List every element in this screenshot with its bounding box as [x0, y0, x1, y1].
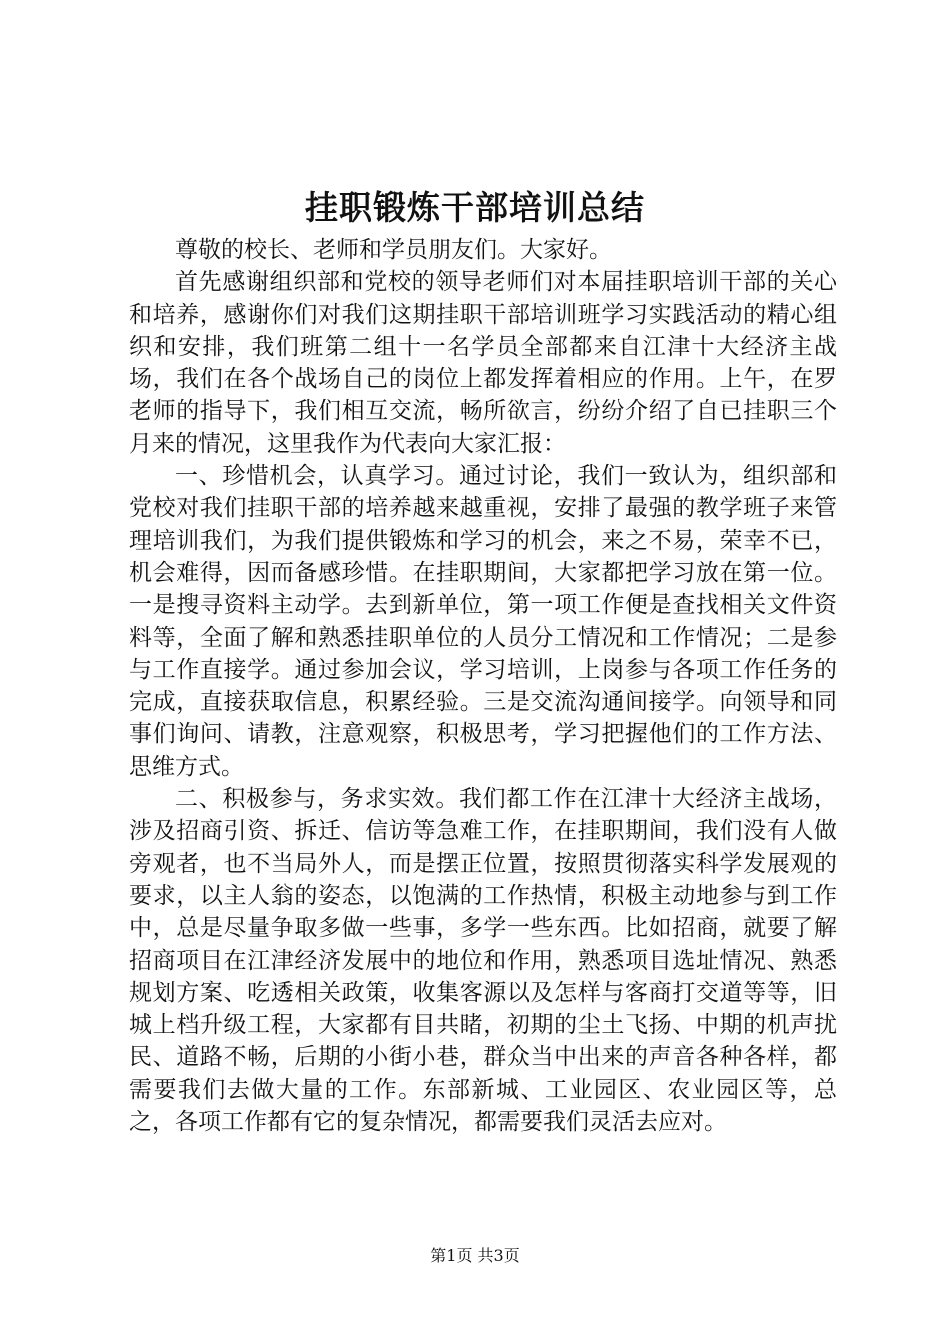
document-title: 挂职锻炼干部培训总结: [305, 188, 645, 227]
paragraph-greeting: 尊敬的校长、老师和学员朋友们。大家好。: [175, 237, 612, 263]
document-body: [129, 234, 837, 1138]
paragraph-section-one: 一、珍惜机会，认真学习。通过讨论，我们一致认为，组织部和党校对我们挂职干部的培养越来越重视，安排了最强的教学班子来管理培训我们，为我们提供锻炼和学习的机会，来之不易，荣幸不已，机会难得，因而备感珍惜。在挂职期间，大家都把学习放在第一位。一是搜寻资料主动学。去到新单位，第一项工作便是查找相关文件资料等，全面了解和熟悉挂职单位的人员分工情况和工作情况；二是参与工作直接学。通过参加会议，学习培训，上岗参与各项工作任务的完成，直接获取信息，积累经验。三是交流沟通间接学。向领导和同事们询问、请教，注意观察，积极思考，学习把握他们的工作方法、思维方式。: [129, 463, 837, 780]
page-number-footer: 第1页 共3页: [430, 1246, 520, 1265]
paragraph-intro: 首先感谢组织部和党校的领导老师们对本届挂职培训干部的关心和培养，感谢你们对我们这期挂职干部培训班学习实践活动的精心组织和安排，我们班第二组十一名学员全部都来自江津十大经济主战场，我们在各个战场自己的岗位上都发挥着相应的作用。上午，在罗老师的指导下，我们相互交流，畅所欲言，纷纷介绍了自已挂职三个月来的情况，这里我作为代表向大家汇报：: [129, 269, 837, 457]
paragraph-section-two: 二、积极参与，务求实效。我们都工作在江津十大经济主战场，涉及招商引资、拆迁、信访等急难工作，在挂职期间，我们没有人做旁观者，也不当局外人，而是摆正位置，按照贯彻落实科学发展观的要求，以主人翁的姿态，以饱满的工作热情，积极主动地参与到工作中，总是尽量争取多做一些事，多学一些东西。比如招商，就要了解招商项目在江津经济发展中的地位和作用，熟悉项目选址情况、熟悉规划方案、吃透相关政策，收集客源以及怎样与客商打交道等等，旧城上档升级工程，大家都有目共睹，初期的尘土飞扬、中期的机声扰民、道路不畅，后期的小街小巷，群众当中出来的声音各种各样，都需要我们去做大量的工作。东部新城、工业园区、农业园区等，总之，各项工作都有它的复杂情况，都需要我们灵活去应对。: [129, 786, 837, 1136]
